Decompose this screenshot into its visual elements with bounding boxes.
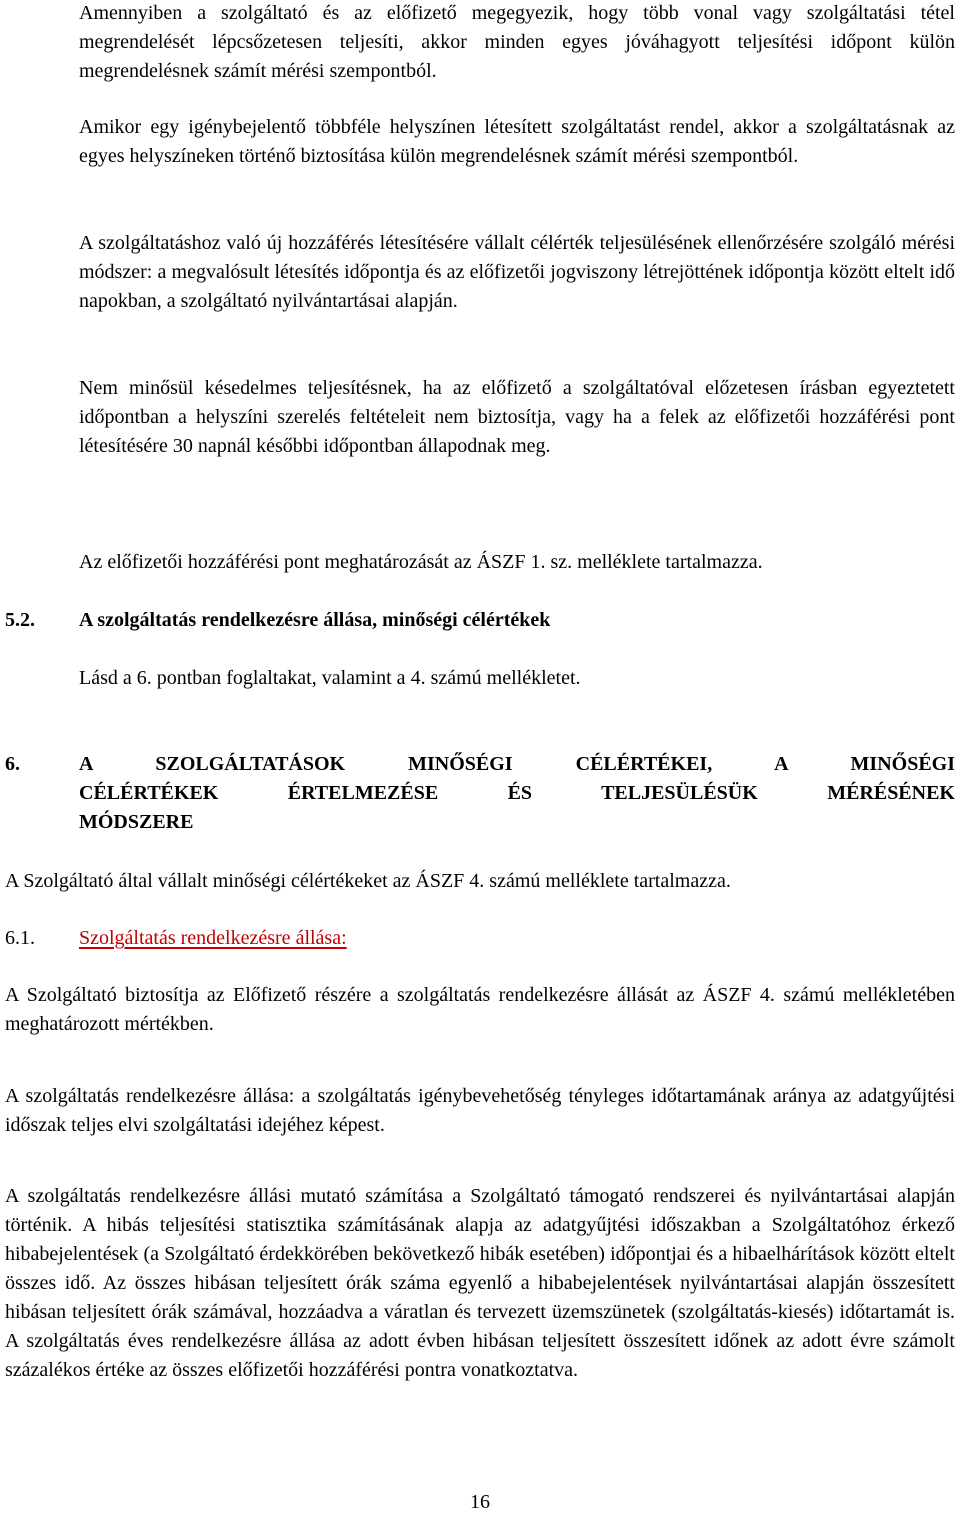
section-number: 6.: [5, 753, 20, 775]
paragraph-measurement-method: A szolgáltatáshoz való új hozzáférés létesítésére vállalt célérték teljesülésének ellenőrzésére szolgáló mérési módszer: a megvalósult létesítés időpontja és az előfizetői jogviszony létrejöttének időpontja között eltelt idő napokban, a szolgáltató nyilvántartásai alapján.: [79, 232, 955, 312]
paragraph-not-late: Nem minősül késedelmes teljesítésnek, ha az előfizető a szolgáltatóval előzetesen írásban egyeztetett időpontban a helyszíni szerelés feltételeit nem biztosítja, vagy ha a felek az előfizetői hozzáférési pont létesítésére 30 napnál későbbi időpontban állapodnak meg.: [79, 377, 955, 457]
paragraph-multiple-locations: Amikor egy igénybejelentő többféle helyszínen létesített szolgáltatást rendel, akkor a szolgáltatásnak az egyes helyszíneken történő biztosítása külön megrendelésnek számít mérési szempontból.: [79, 116, 955, 167]
section-title: A szolgáltatás rendelkezésre állása, minőségi célértékek: [79, 609, 551, 631]
section-title-line: CÉLÉRTÉKEK ÉRTELMEZÉSE ÉS TELJESÜLÉSÜK MÉRÉSÉNEK: [79, 782, 955, 804]
section-title-line: A SZOLGÁLTATÁSOK MINŐSÉGI CÉLÉRTÉKEI, A MINŐSÉGI: [79, 753, 955, 775]
section-6-heading: [0, 750, 960, 840]
section-number: 6.1.: [5, 927, 35, 949]
section-title-link: Szolgáltatás rendelkezésre állása:: [79, 927, 347, 949]
section-5-2-body: Lásd a 6. pontban foglaltakat, valamint a 4. számú mellékletet.: [79, 667, 581, 689]
section-title-line: MÓDSZERE: [79, 811, 194, 833]
section-6-1-paragraph: A szolgáltatás rendelkezésre állási mutató számítása a Szolgáltató támogató rendszerei és nyilvántartásai alapján történik. A hibás teljesítési statisztika számításának alapja az adatgyűjtési időszakban a Szolgáltatóhoz érkező hibabejelentések (a Szolgáltató érdekkörében bekövetkező hibák esetében) időpontjai és a hibaelhárítások között eltelt összes idő. Az összes hibásan teljesített órák száma egyenlő a hibabejelentések nyilvántartásai alapján összesített hibásan teljesített órák számával, hozzáadva a váratlan és tervezett üzemszünetek (szolgáltatás-kiesés) időtartamát is. A szolgáltatás éves rendelkezésre állása az adott évben hibásan teljesített összesített időnek az adott évre számolt százalékos értéke az összes előfizetői hozzáférési pontra vonatkoztatva.: [5, 1185, 955, 1381]
page-number: 16: [470, 1491, 490, 1513]
section-6-1-paragraph: A szolgáltatás rendelkezésre állása: a szolgáltatás igénybevehetőség tényleges időtartamának aránya az adatgyűjtési időszak teljes elvi szolgáltatási idejéhez képest.: [5, 1085, 955, 1136]
section-6-body: A Szolgáltató által vállalt minőségi célértékeket az ÁSZF 4. számú melléklete tartalmazza.: [5, 870, 731, 892]
paragraph-access-point: Az előfizetői hozzáférési pont meghatározását az ÁSZF 1. sz. melléklete tartalmazza.: [79, 551, 763, 573]
paragraph-staged-orders: Amennyiben a szolgáltató és az előfizető megegyezik, hogy több vonal vagy szolgáltatási tétel megrendelését lépcsőzetesen teljesíti, akkor minden egyes jóváhagyott teljesítési időpont külön megrendelésnek számít mérési szempontból.: [79, 2, 955, 82]
section-number: 5.2.: [5, 609, 35, 631]
section-6-1-paragraph: A Szolgáltató biztosítja az Előfizető részére a szolgáltatás rendelkezésre állását az ÁSZF 4. számú mellékletében meghatározott mértékben.: [5, 984, 955, 1035]
